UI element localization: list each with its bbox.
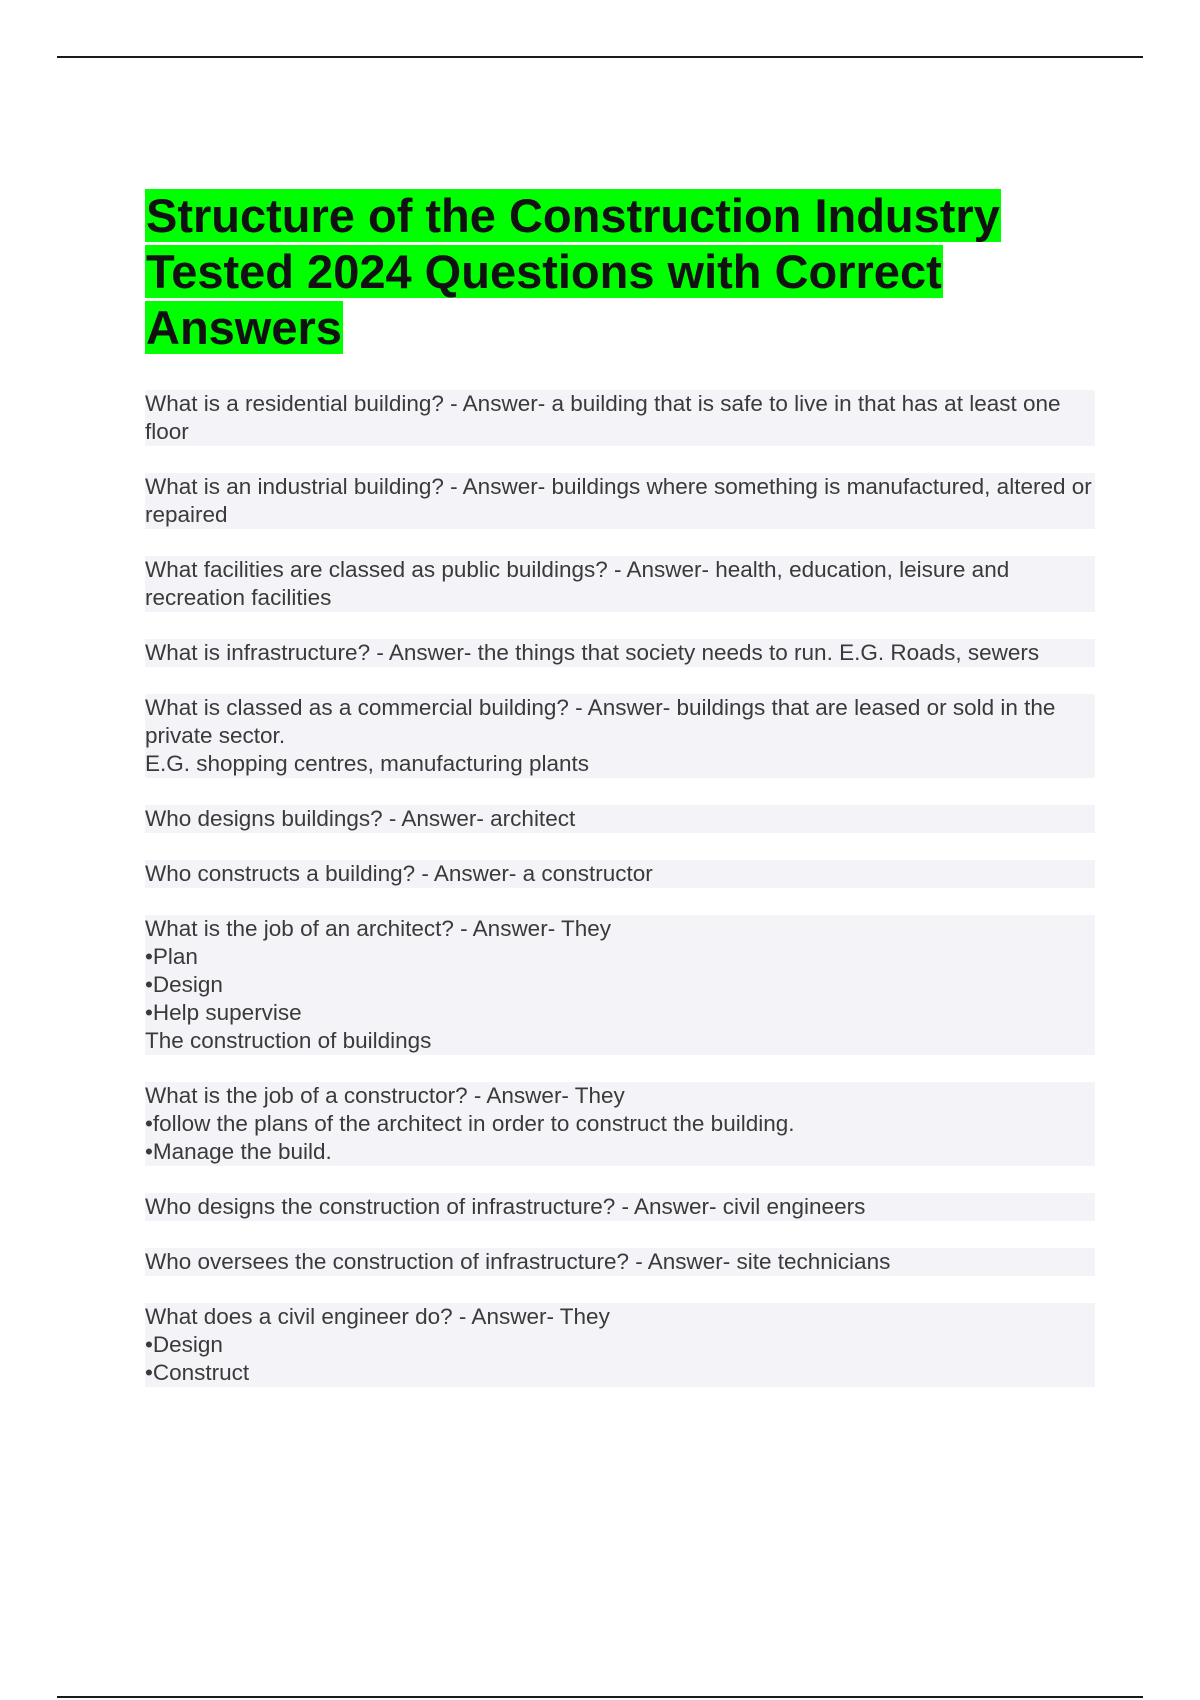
qa-item <box>145 473 1095 529</box>
qa-list <box>145 390 1095 1387</box>
bottom-rule <box>57 1696 1143 1698</box>
qa-line: •Help supervise <box>145 1000 302 1025</box>
qa-line: What is an industrial building? - Answer- buildings where something is manufactured, altered or repaired <box>145 474 1092 527</box>
qa-line: What does a civil engineer do? - Answer- They <box>145 1304 610 1329</box>
qa-line: •Plan <box>145 944 198 969</box>
top-rule <box>57 56 1143 58</box>
qa-item <box>145 1193 1095 1221</box>
document-body <box>145 188 1095 1414</box>
qa-line: Who constructs a building? - Answer- a constructor <box>145 861 653 886</box>
qa-item <box>145 390 1095 446</box>
qa-item <box>145 1082 1095 1166</box>
qa-line: •Design <box>145 1332 223 1357</box>
qa-item <box>145 556 1095 612</box>
qa-line: •follow the plans of the architect in order to construct the building. <box>145 1111 795 1136</box>
qa-line: Who oversees the construction of infrastructure? - Answer- site technicians <box>145 1249 891 1274</box>
document-title <box>145 188 1095 356</box>
qa-line: E.G. shopping centres, manufacturing plants <box>145 751 590 776</box>
qa-line: What is the job of a constructor? - Answer- They <box>145 1083 625 1108</box>
qa-item <box>145 1248 1095 1276</box>
qa-line: What is infrastructure? - Answer- the things that society needs to run. E.G. Roads, sewers <box>145 640 1040 665</box>
qa-line: What facilities are classed as public buildings? - Answer- health, education, leisure and recreation facilities <box>145 557 1010 610</box>
qa-item <box>145 915 1095 1055</box>
qa-line: What is a residential building? - Answer- a building that is safe to live in that has at least one floor <box>145 391 1061 444</box>
qa-line: •Manage the build. <box>145 1139 332 1164</box>
qa-line: •Design <box>145 972 223 997</box>
qa-line: Who designs buildings? - Answer- architect <box>145 806 576 831</box>
document-title-text: Structure of the Construction Industry Tested 2024 Questions with Correct Answers <box>146 189 1000 354</box>
qa-item <box>145 694 1095 778</box>
qa-line: What is classed as a commercial building? - Answer- buildings that are leased or sold in the private sector. <box>145 695 1056 748</box>
qa-line: The construction of buildings <box>145 1028 432 1053</box>
qa-item <box>145 639 1095 667</box>
qa-item <box>145 805 1095 833</box>
qa-line: What is the job of an architect? - Answer- They <box>145 916 612 941</box>
qa-line: •Construct <box>145 1360 250 1385</box>
qa-item <box>145 860 1095 888</box>
qa-item <box>145 1303 1095 1387</box>
qa-line: Who designs the construction of infrastructure? - Answer- civil engineers <box>145 1194 866 1219</box>
